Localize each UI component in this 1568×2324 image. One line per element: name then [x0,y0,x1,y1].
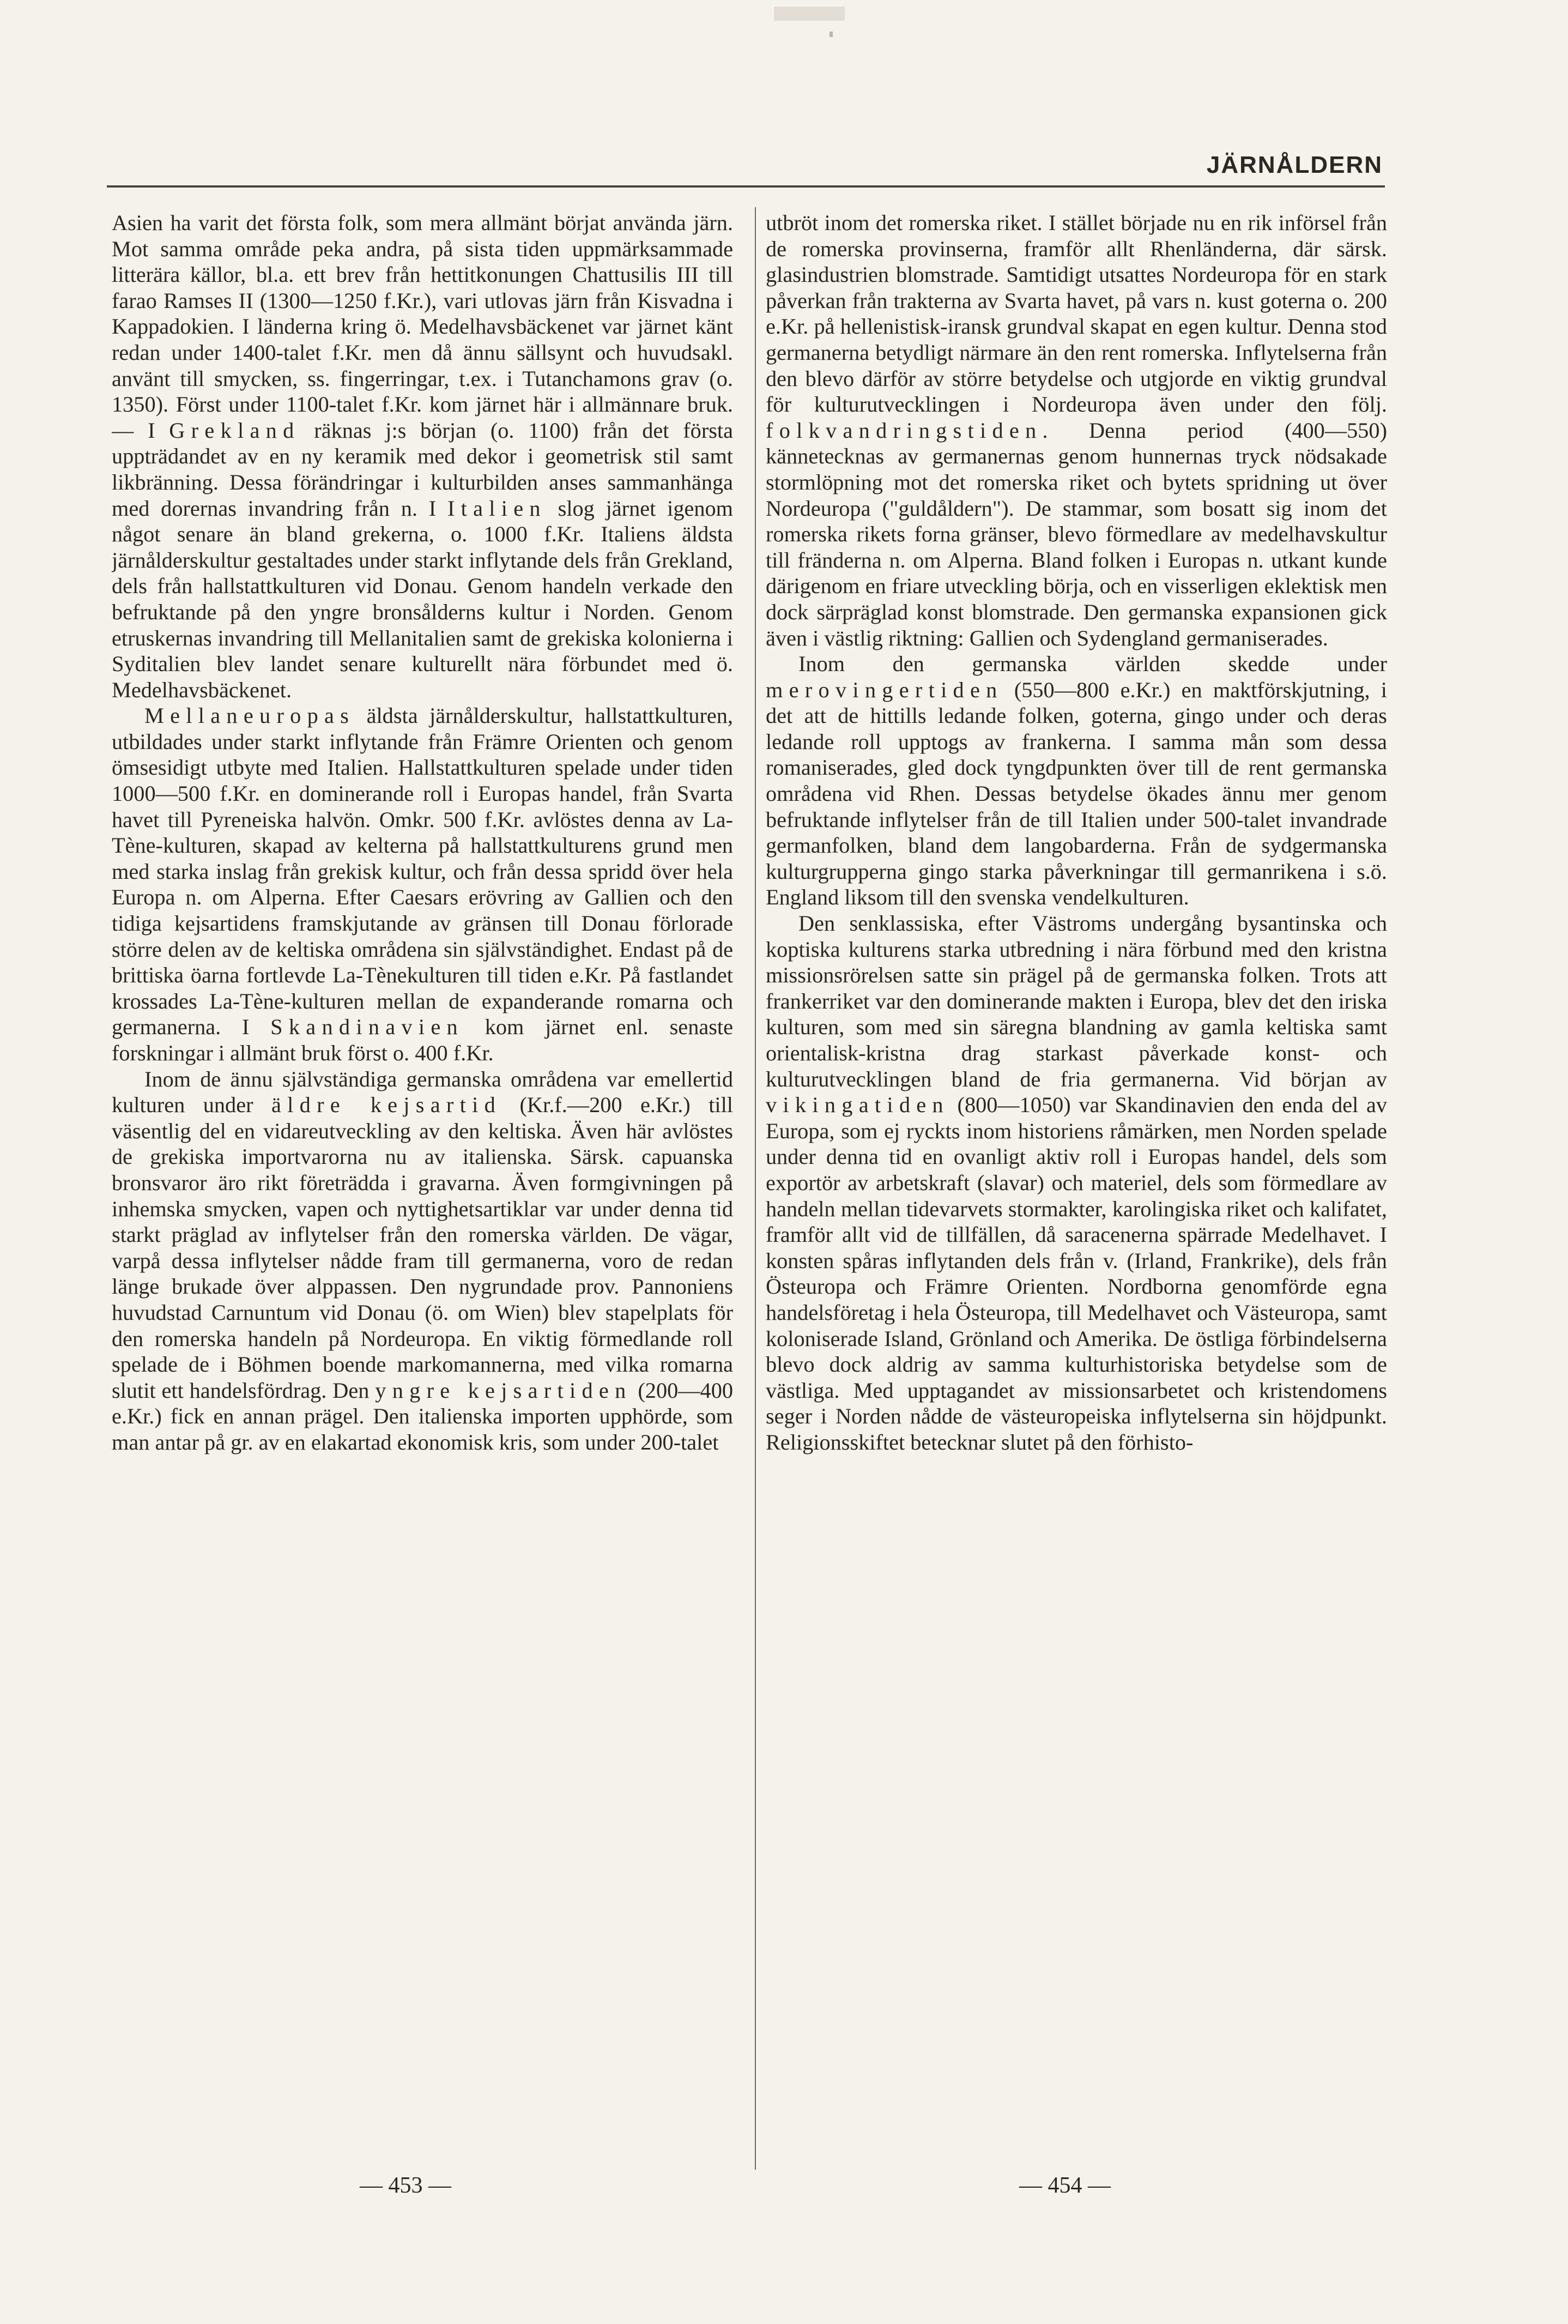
paragraph: Inom den germanska världen skedde under merovingertiden (550—800 e.Kr.) en maktförskjutning, i det att de hittills ledande folken, goterna, gingo under och deras ledande roll upptogs av frankerna. I samma mån som dessa romaniserades, gled dock tyngdpunkten över till de rent germanska områdena vid Rhen. Dessas betydelse ökades ännu mer genom befruktande inflytelser från de till Italien under 500-talet invandrade germanfolken, bland dem langobarderna. Från de sydgermanska kulturgrupperna gingo starka påverkningar till germanrikena i s.ö. England liksom till den svenska vendelkulturen. [766,651,1387,910]
paragraph: Den senklassiska, efter Västroms undergång bysantinska och koptiska kulturens starka utbredning i nära förbund med den kristna missionsrörelsen satte sin prägel på de germanska folken. Trots att frankerriket var den dominerande makten i Europa, blev det den iriska kulturen, som med sin säregna blandning av gamla keltiska samt orientalisk-kristna drag starkast påverkade konst- och kulturutvecklingen bland de fria germanerna. Vid början av vikingatiden (800—1050) var Skandinavien den enda del av Europa, som ej ryckts inom historiens råmärken, men Norden spelade under denna tid en ovanligt aktiv roll i Europas handel, dels som exportör av arbetskraft (slavar) och materiel, dels som förmedlare av handeln mellan tidevarvets stormakter, karolingiska riket och kalifatet, framför allt vid de tillfällen, då saracenerna spärrade Medelhavet. I konsten spåras inflytanden dels från v. (Irland, Frankrike), dels från Östeuropa och Främre Orienten. Nordborna genomförde egna handelsföretag i hela Östeuropa, till Medelhavet och Västeuropa, samt koloniserade Island, Grönland och Amerika. De östliga förbindelserna blevo dock aldrig av samma kulturhistoriska betydelse som de västliga. Med upptagandet av missionsarbetet och kristendomens seger i Norden nådde de västeuropeiska inflytelserna sin höjdpunkt. Religionsskiftet betecknar slutet på den förhisto- [766,911,1387,1454]
spaced-term: äldre kejsartid [271,1092,502,1118]
spaced-term: vikingatiden [766,1092,949,1118]
spaced-term: folkvandringstiden [766,418,1043,443]
spaced-term: Grekland [169,418,300,443]
paragraph: Mellaneuropas äldsta järnålderskultur, hallstattkulturen, utbildades under starkt inflytande från Främre Orienten och genom ömsesidigt utbyte med Italien. Hallstattkulturen spelade under tiden 1000—500 f.Kr. en dominerande roll i Europas handel, från Svarta havet till Pyreneiska halvön. Omkr. 500 f.Kr. avlöstes denna av La-Tène-kulturen, skapad av kelterna på hallstattkulturens grund men med starka inslag från grekisk kultur, och från dessa spridd över hela Europa n. om Alperna. Efter Caesars erövring av Gallien och den tidiga kejsartidens framskjutande av gränsen till Donau förlorade större delen av de keltiska områdena sin självständighet. Endast på de brittiska öarna fortlevde La-Tènekulturen till tiden e.Kr. På fastlandet krossades La-Tène-kulturen mellan de expanderande romarna och germanerna. I Skandinavien kom järnet enl. senaste forskningar i allmänt bruk först o. 400 f.Kr. [112,703,733,1065]
paragraph: Inom de ännu självständiga germanska områdena var emellertid kulturen under äldre kejsartid (Kr.f.—200 e.Kr.) till väsentlig del en vidareutveckling av den keltiska. Även här avlöstes de grekiska importvarorna nu av italienska. Särsk. capuanska bronsvaror äro rikt företrädda i gravarna. Även formgivningen på inhemska smycken, vapen och nyttighetsartiklar var under denna tid starkt präglad av inflytelser från den romerska världen. De vägar, varpå dessa inflytelser nådde fram till germanerna, voro de redan länge brukade över alppassen. Den nygrundade prov. Pannoniens huvudstad Carnuntum vid Donau (ö. om Wien) blev stapelplats för den romerska handeln på Nordeuropa. En viktig förmedlande roll spelade de i Böhmen boende markomannerna, med vilka romarna slutit ett handelsfördrag. Den yngre kejsartiden (200—400 e.Kr.) fick en annan prägel. Den italienska importen upphörde, som man antar på gr. av en elakartad ekonomisk kris, som under 200-talet [112,1066,733,1454]
running-title: JÄRNÅLDERN [1206,152,1383,178]
spaced-term: merovingertiden [766,677,1003,702]
spaced-term: Mellaneuropas [144,703,355,728]
spaced-term: Skandinavien [270,1015,464,1040]
spaced-term: Italien [447,496,547,521]
page-number-right: — 454 — [1019,2173,1111,2198]
paper-mark [774,7,845,21]
paragraph: Asien ha varit det första folk, som mera allmänt börjat använda järn. Mot samma område peka andra, på sista tiden uppmärksammade litterära källor, bl.a. ett brev från hettitkonungen Chattusilis III till farao Ramses II (1300—1250 f.Kr.), vari utlovas järn från Kisvadna i Kappadokien. I länderna kring ö. Medelhavsbäckenet var järnet känt redan under 1400-talet f.Kr. men då ännu sällsynt och huvudsakl. använt till smycken, ss. fingerringar, t.ex. i Tutanchamons grav (o. 1350). Först under 1100-talet f.Kr. kom järnet här i allmännare bruk. — I Grekland räknas j:s början (o. 1100) från det första uppträdandet av en ny keramik med dekor i geometrisk stil samt likbränning. Dessa förändringar i kulturbilden anses sammanhänga med dorernas invandring från n. I Italien slog järnet igenom något senare än bland grekerna, o. 1000 f.Kr. Italiens äldsta järnålderskultur gestaltades under starkt inflytande dels från Grekland, dels från hallstattkulturen vid Donau. Genom handeln verkade den befruktande på den yngre bronsålderns kultur i Norden. Genom etruskernas invandring till Mellanitalien samt de grekiska kolonierna i Syditalien blev landet senare kulturellt nära förbundet med ö. Medelhavsbäckenet. [112,210,733,702]
left-column [112,210,733,2172]
paragraph: utbröt inom det romerska riket. I stället började nu en rik införsel från de romerska provinserna, framför allt Rhenländerna, där särsk. glasindustrien blomstrade. Samtidigt utsattes Nordeuropa för en stark påverkan från trakterna av Svarta havet, på vars n. kust goterna o. 200 e.Kr. på hellenistisk-iransk grundval skapat en egen kultur. Denna stod germanerna betydligt närmare än den rent romerska. Inflytelserna från den blevo därför av större betydelse och utgjorde en viktig grundval för kulturutvecklingen i Nordeuropa även under den följ. folkvandringstiden. Denna period (400—550) kännetecknas av germanernas genom hunnernas tryck nödsakade stormlöpning mot det romerska riket och bytets spridning ut över Nordeuropa ("guldåldern"). De stammar, som bosatt sig inom det romerska rikets forna gränser, blevo förmedlare av medelhavskultur till fränderna n. om Alperna. Bland folken i Europas n. utkant kunde därigenom en friare utveckling börja, och en visserligen eklektisk men dock särpräglad konst blomstrade. Den germanska expansionen gick även i västlig riktning: Gallien och Sydengland germaniserades. [766,210,1387,650]
spaced-term: yngre kejsartiden [375,1378,632,1403]
header-rule [107,185,1385,188]
column-divider [755,207,756,2170]
right-column [766,210,1387,2172]
page-number-left: — 453 — [360,2173,451,2198]
paper-speck [830,32,833,37]
